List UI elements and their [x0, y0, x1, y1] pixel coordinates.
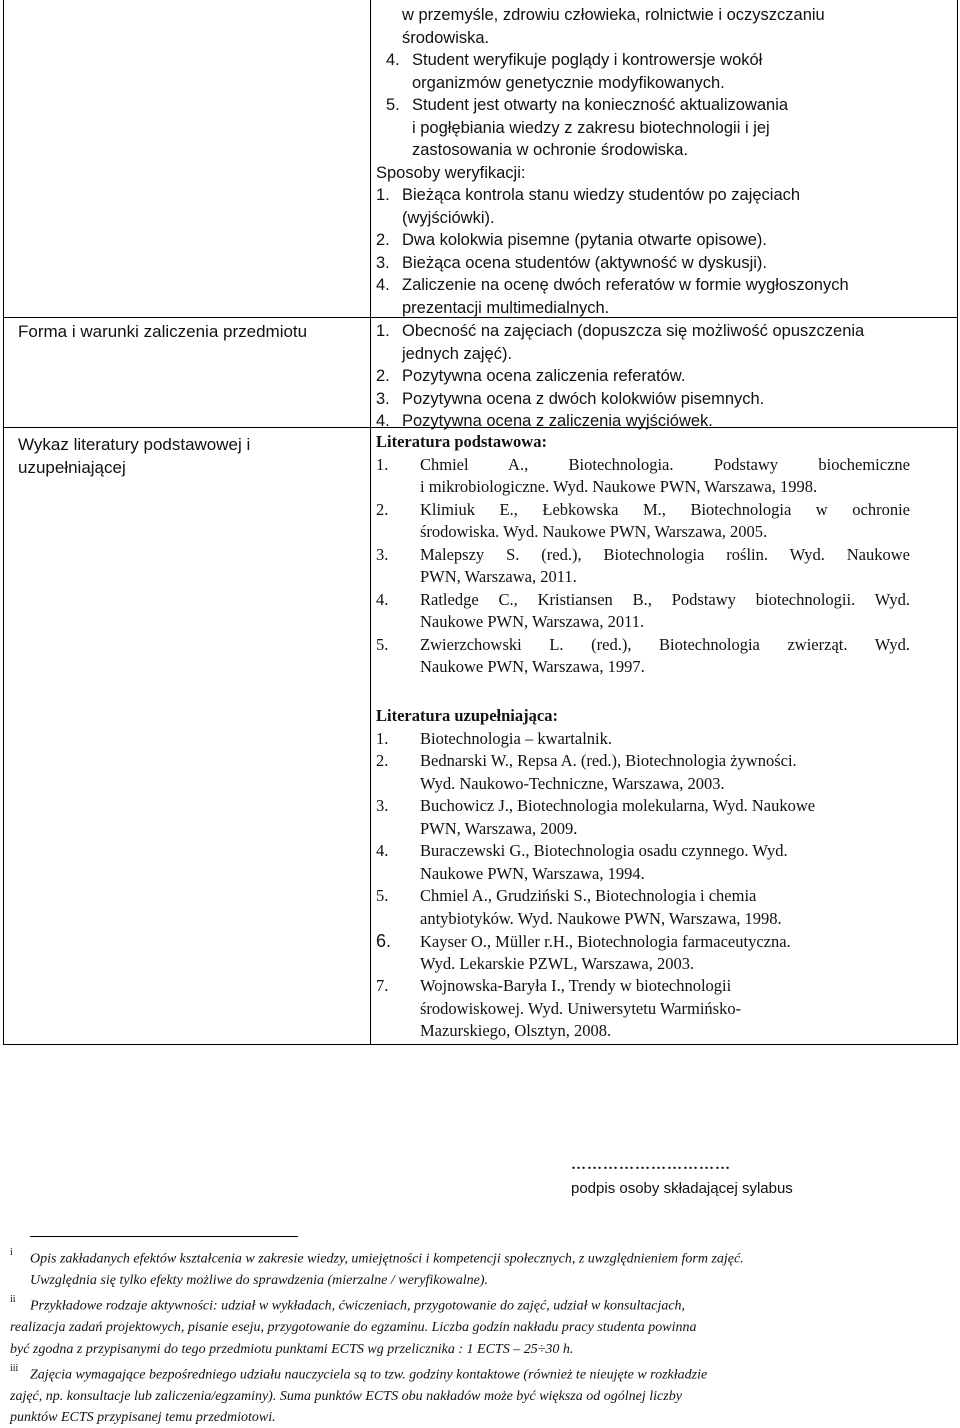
- basic-literature-section: [376, 431, 910, 679]
- footnote-mark: i: [10, 1247, 13, 1258]
- text-line: środowiskowej. Wyd. Uniwersytetu Warmińsko-: [420, 998, 742, 1018]
- text-line: Klimiuk E., Łebkowska M., Biotechnologia w ochronie: [420, 499, 910, 519]
- item-number: 2.: [376, 751, 389, 770]
- signature-block: [571, 1157, 793, 1197]
- signature-label: podpis osoby składającej sylabus: [571, 1180, 793, 1197]
- literature-item: [376, 840, 910, 885]
- footnote-text: zajęć, np. konsultacje lub zaliczenia/egzaminy). Suma punktów ECTS obu nakładów może być większa od ogólnej liczby: [10, 1388, 682, 1404]
- literature-item: [376, 728, 910, 751]
- condition-item: [376, 410, 910, 433]
- literature-item: [376, 454, 910, 499]
- item-number: 1.: [376, 728, 389, 748]
- footnote-rule: [30, 1236, 298, 1237]
- text-line: jednych zajęć).: [402, 344, 513, 363]
- basic-literature-heading: Literatura podstawowa:: [376, 432, 547, 451]
- text-line: Kayser O., Müller r.H., Biotechnologia farmaceutyczna.: [420, 932, 791, 951]
- item-number: 3.: [376, 796, 389, 815]
- condition-item: [376, 388, 910, 411]
- item-number: 5.: [376, 886, 389, 905]
- text-line: Bednarski W., Repsa A. (red.), Biotechnologia żywności.: [420, 751, 797, 770]
- text-line: antybiotyków. Wyd. Naukowe PWN, Warszawa, 1998.: [420, 908, 782, 928]
- text-line: Chmiel A., Grudziński S., Biotechnologia i chemia: [420, 886, 757, 905]
- outcome-item: [376, 49, 910, 94]
- footnote-mark: ii: [10, 1294, 16, 1306]
- text-line: prezentacji multimedialnych.: [402, 298, 610, 317]
- text-line: Wojnowska-Baryła I., Trendy w biotechnologii: [420, 976, 732, 995]
- literature-item: [376, 975, 910, 1043]
- text-line: Malepszy S. (red.), Biotechnologia roślin. Wyd. Naukowe: [420, 544, 910, 564]
- item-number: 7.: [376, 976, 389, 995]
- condition-item: [376, 320, 910, 365]
- label-literature-list: Wykaz literatury podstawowej i uzupełniającej: [18, 435, 251, 477]
- text-line: PWN, Warszawa, 2011.: [420, 567, 577, 586]
- footnote-text: być zgodna z przypisanymi do tego przedmiotu punktami ECTS wg przelicznika : 1 ECTS – 25÷30 h.: [10, 1341, 574, 1357]
- item-number: 4.: [376, 412, 390, 430]
- item-number: 1.: [376, 322, 390, 340]
- text-line: Mazurskiego, Olsztyn, 2008.: [420, 1021, 612, 1040]
- text-line: Naukowe PWN, Warszawa, 2011.: [420, 612, 645, 631]
- text-line: Biotechnologia – kwartalnik.: [420, 728, 612, 748]
- verification-item: [376, 274, 910, 319]
- literature-item: [376, 795, 910, 840]
- item-number: 5.: [386, 96, 400, 114]
- literature-item: [376, 885, 910, 930]
- text-line: zastosowania w ochronie środowiska.: [412, 141, 689, 159]
- footnote: [10, 1291, 955, 1360]
- literature-item: [376, 930, 910, 975]
- text-line: środowiska. Wyd. Naukowe PWN, Warszawa, 2005.: [420, 522, 768, 541]
- text-line: środowiska.: [402, 28, 490, 47]
- footnote-text: realizacja zadań projektowych, pisanie eseju, przygotowanie do egzaminu. Liczba godzin nakładu pracy studenta powinna: [10, 1320, 697, 1336]
- item-number: 1.: [376, 186, 390, 204]
- footnote-text: Uwzględnia się tylko efekty możliwe do sprawdzenia (mierzalne / weryfikowalne).: [30, 1272, 489, 1288]
- text-line: Zaliczenie na ocenę dwóch referatów w formie wygłoszonych: [402, 276, 849, 294]
- text-line: Wyd. Naukowo-Techniczne, Warszawa, 2003.: [420, 773, 725, 793]
- text-line: Ratledge C., Kristiansen B., Podstawy biotechnologii. Wyd.: [420, 589, 910, 609]
- footnote: [10, 1244, 955, 1291]
- item-number: 2.: [376, 367, 390, 385]
- text-line: Wyd. Lekarskie PZWL, Warszawa, 2003.: [420, 953, 695, 973]
- footnote-text: Przykładowe rodzaje aktywności: udział w wykładach, ćwiczeniach, przygotowanie do zajęć, udział w konsultacjach,: [30, 1298, 686, 1314]
- verification-item: [376, 184, 910, 229]
- text-line: Chmiel A., Biotechnologia. Podstawy biochemiczne: [420, 454, 910, 474]
- text-line: i mikrobiologiczne. Wyd. Naukowe PWN, Warszawa, 1998.: [420, 477, 818, 496]
- item-number: 3.: [376, 389, 390, 408]
- item-number: 5.: [376, 634, 389, 654]
- item-number: 4.: [386, 51, 400, 69]
- literature-item: [376, 750, 910, 795]
- item-number: 3.: [376, 544, 389, 564]
- item-number: 2.: [376, 231, 390, 249]
- verification-heading: Sposoby weryfikacji:: [376, 163, 526, 182]
- literature-item: [376, 544, 910, 589]
- text-line: Student jest otwarty na konieczność aktualizowania: [412, 96, 789, 114]
- text-line: Naukowe PWN, Warszawa, 1997.: [420, 657, 645, 676]
- text-line: Naukowe PWN, Warszawa, 1994.: [420, 863, 645, 883]
- text-line: (wyjściówki).: [402, 208, 495, 227]
- effects-section: [376, 4, 910, 319]
- verification-item: [376, 229, 910, 252]
- text-line: Pozytywna ocena z dwóch kolokwiów pisemnych.: [402, 389, 765, 408]
- condition-item: [376, 365, 910, 388]
- footnote: [10, 1360, 955, 1428]
- text-line: organizmów genetycznie modyfikowanych.: [412, 73, 725, 92]
- text-line: Zwierzchowski L. (red.), Biotechnologia zwierząt. Wyd.: [420, 634, 910, 654]
- text-line: Obecność na zajęciach (dopuszcza się możliwość opuszczenia: [402, 322, 865, 340]
- literature-item: [376, 634, 910, 679]
- text-line: Bieżąca kontrola stanu wiedzy studentów po zajęciach: [402, 186, 801, 204]
- item-number: 4.: [376, 841, 389, 860]
- text-line: i pogłębiania wiedzy z zakresu biotechnologii i jej: [412, 118, 770, 137]
- text-line: Student weryfikuje poglądy i kontrowersje wokół: [412, 51, 763, 69]
- footnote-text: Zajęcia wymagające bezpośredniego udziału nauczyciela są to tzw. godziny kontaktowe (również te nieujęte w rozkładzie: [30, 1367, 708, 1383]
- footnote-text: punktów ECTS przypisanej temu przedmiotowi.: [10, 1410, 276, 1426]
- outcome-item: [376, 94, 910, 162]
- text-line: Dwa kolokwia pisemne (pytania otwarte opisowe).: [402, 231, 767, 249]
- item-number: 3.: [376, 253, 390, 272]
- item-number: 1.: [376, 454, 389, 474]
- text-line: Buraczewski G., Biotechnologia osadu czynnego. Wyd.: [420, 841, 788, 860]
- text-line: Pozytywna ocena zaliczenia referatów.: [402, 367, 686, 385]
- literature-item: [376, 499, 910, 544]
- item-number: 6.: [376, 931, 392, 951]
- footnote-mark: iii: [10, 1362, 19, 1374]
- item-number: 4.: [376, 276, 390, 294]
- text-line: PWN, Warszawa, 2009.: [420, 818, 578, 838]
- item-number: 2.: [376, 499, 389, 519]
- verification-item: [376, 252, 910, 275]
- label-assessment-form: Forma i warunki zaliczenia przedmiotu: [18, 322, 308, 341]
- item-number: 4.: [376, 589, 389, 609]
- text-line: Pozytywna ocena z zaliczenia wyjściówek.: [402, 412, 713, 430]
- footnote-text: Opis zakładanych efektów kształcenia w zakresie wiedzy, umiejętności i kompetencji społecznych, z uwzględnieniem form zajęć.: [30, 1251, 744, 1267]
- signature-line: …………………………: [571, 1157, 731, 1173]
- column-divider: [370, 0, 371, 1044]
- text-line: w przemyśle, zdrowiu człowieka, rolnictwie i oczyszczaniu: [402, 6, 825, 24]
- footnotes: [10, 1244, 955, 1428]
- text-line: Buchowicz J., Biotechnologia molekularna, Wyd. Naukowe: [420, 796, 816, 815]
- outcome-continuation: [376, 4, 910, 49]
- supplementary-literature-heading: Literatura uzupełniająca:: [376, 706, 558, 725]
- supplementary-literature-section: [376, 705, 910, 1043]
- text-line: Bieżąca ocena studentów (aktywność w dyskusji).: [402, 253, 767, 272]
- literature-item: [376, 589, 910, 634]
- conditions-section: [376, 320, 910, 433]
